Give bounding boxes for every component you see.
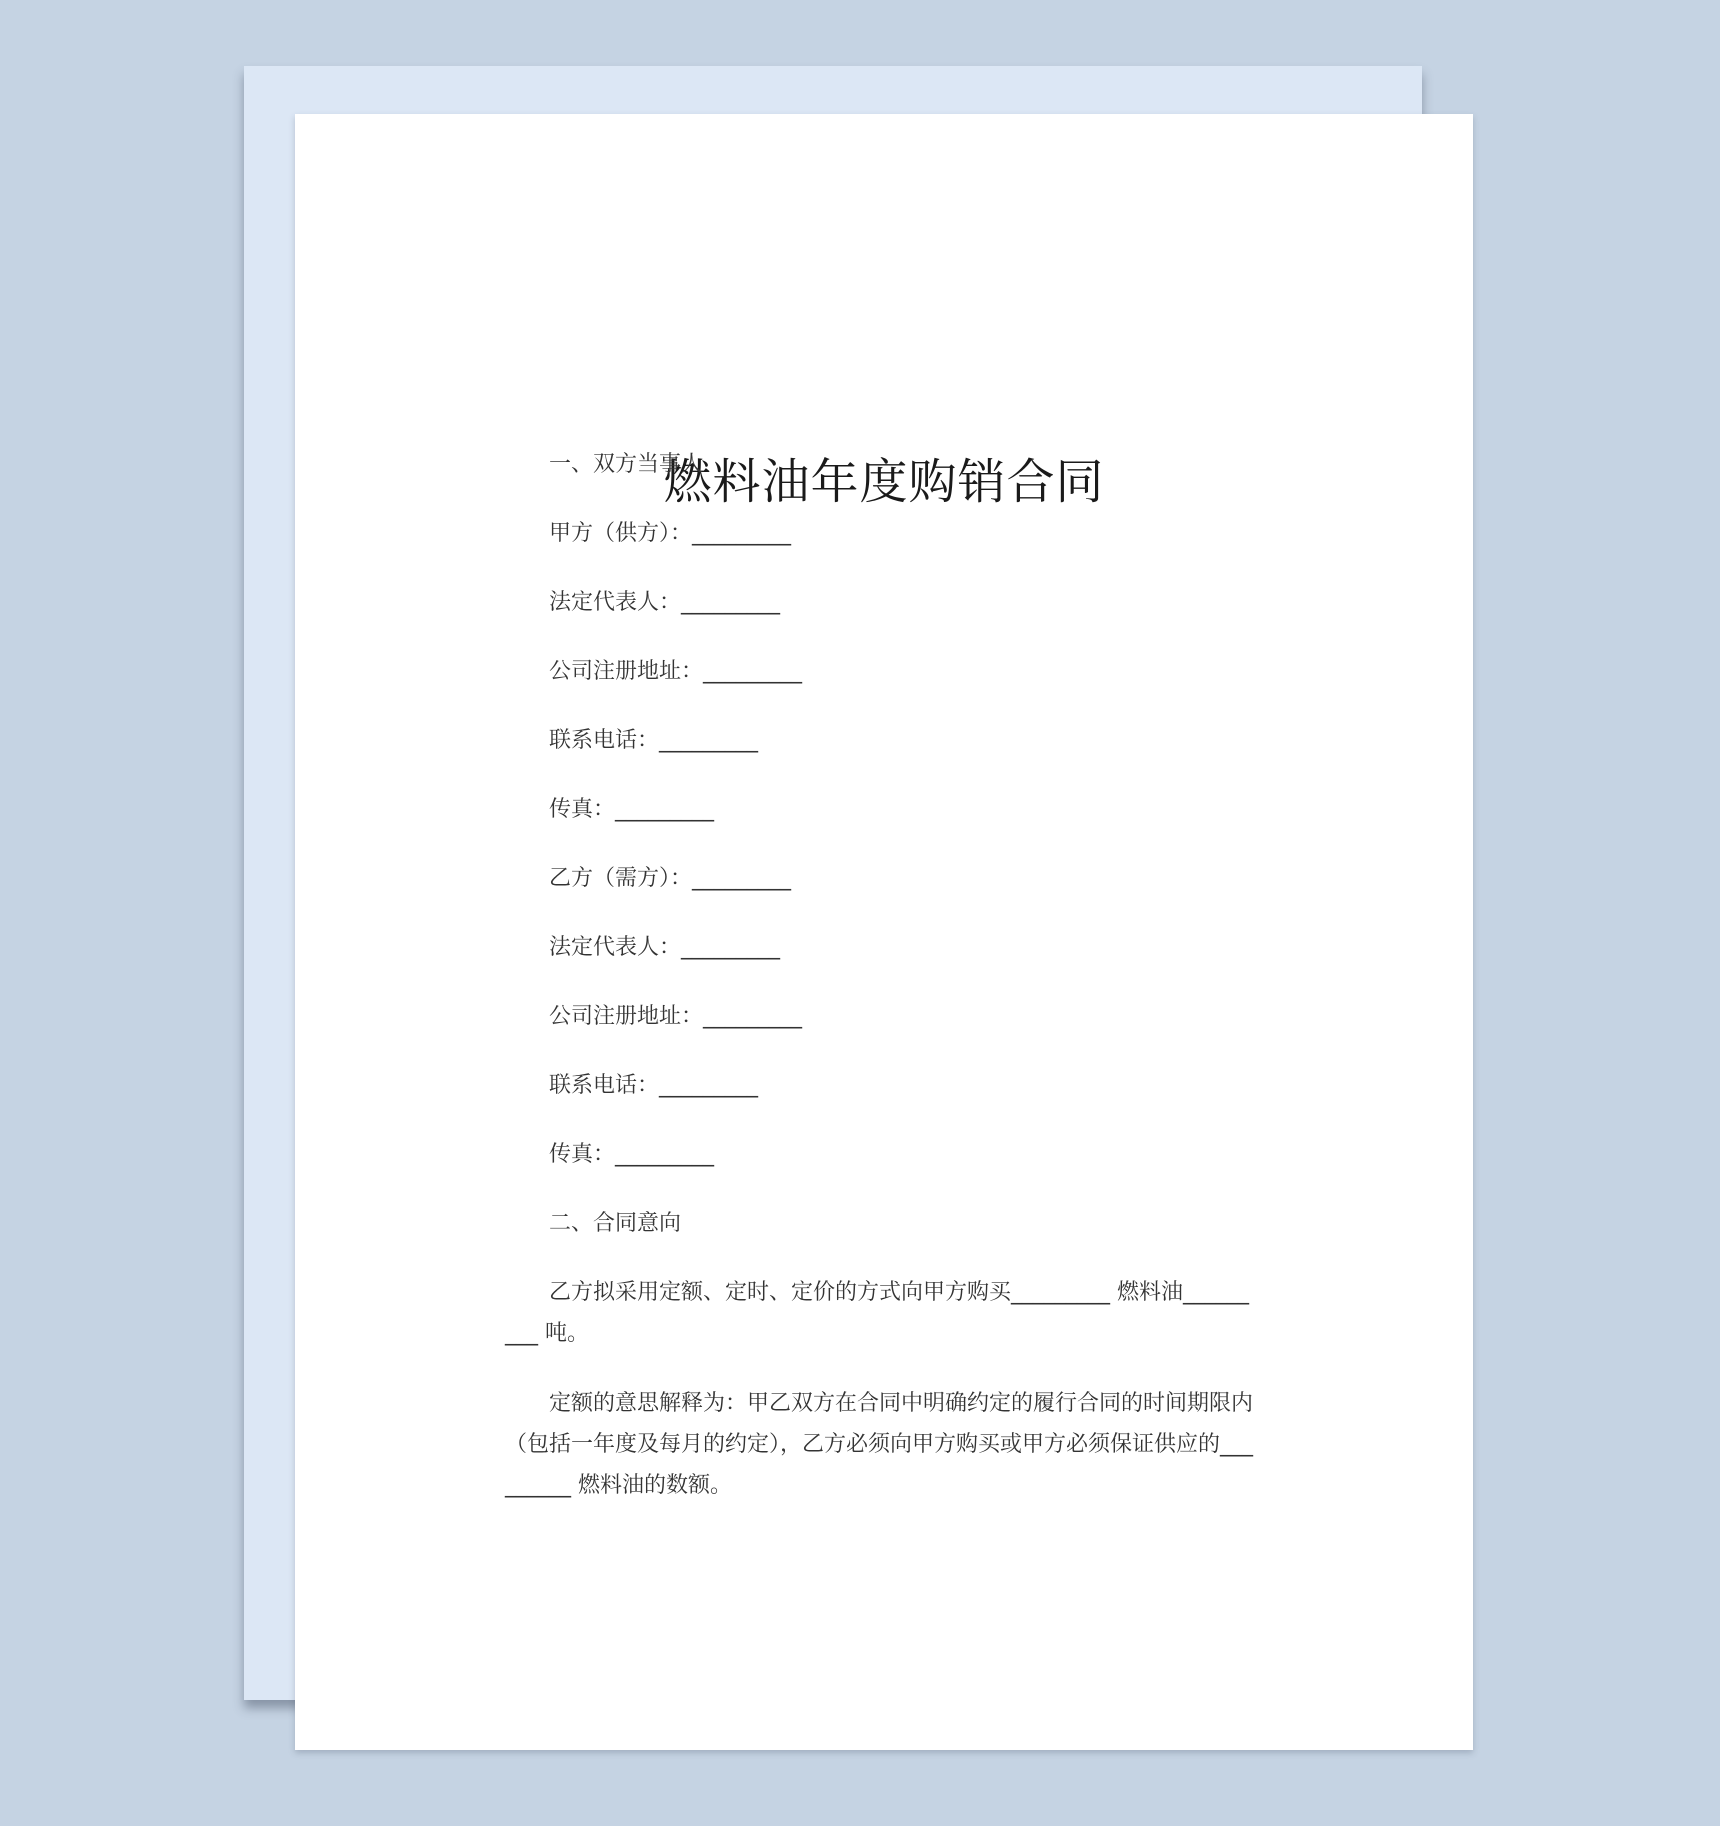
document-title: 燃料油年度购销合同 bbox=[663, 454, 1105, 510]
section-heading-parties: 一、双方当事人 bbox=[549, 452, 704, 477]
party-a-name-field: 甲方（供方）：_________ bbox=[549, 521, 792, 546]
quota-definition-paragraph: 定额的意思解释为：甲乙双方在合同中明确约定的履行合同的时间期限内（包括一年度及每月的约定），乙方必须向甲方购买或甲方必须保证供应的_________ 燃料油的数额。 bbox=[505, 1391, 1254, 1498]
document-body bbox=[505, 444, 1257, 1535]
party-b-address-field: 公司注册地址：_________ bbox=[549, 1004, 803, 1029]
party-a-phone-field: 联系电话：_________ bbox=[549, 728, 759, 753]
party-a-fax-field: 传真：_________ bbox=[549, 797, 715, 822]
party-b-phone-field: 联系电话：_________ bbox=[549, 1073, 759, 1098]
intent-paragraph: 乙方拟采用定额、定时、定价的方式向甲方购买_________ 燃料油_________ 吨。 bbox=[505, 1280, 1249, 1346]
section-heading-intent: 二、合同意向 bbox=[549, 1211, 682, 1236]
party-b-representative-field: 法定代表人：_________ bbox=[549, 935, 781, 960]
party-a-representative-field: 法定代表人：_________ bbox=[549, 590, 781, 615]
party-a-address-field: 公司注册地址：_________ bbox=[549, 659, 803, 684]
party-b-fax-field: 传真：_________ bbox=[549, 1142, 715, 1167]
party-b-name-field: 乙方（需方）：_________ bbox=[549, 866, 792, 891]
